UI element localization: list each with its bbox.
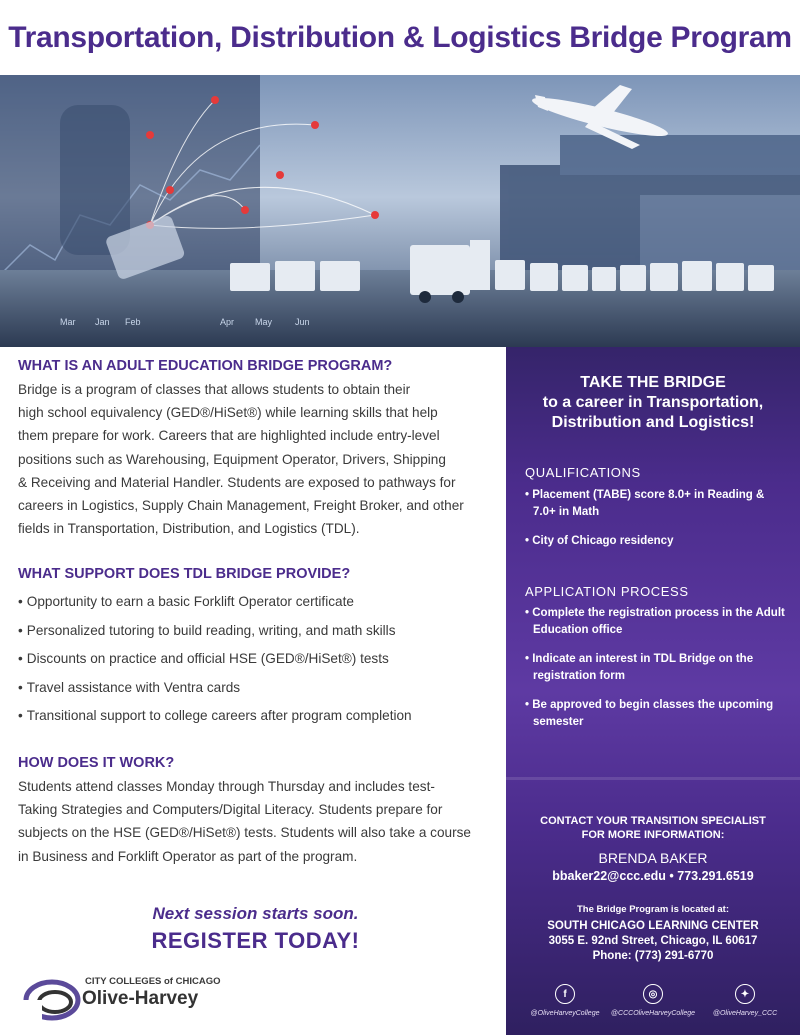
month-label-may: May bbox=[255, 317, 273, 327]
text-line: Taking Strategies and Computers/Digital Literacy. Students prepare for bbox=[18, 802, 443, 818]
social-facebook[interactable] bbox=[516, 984, 614, 1017]
olive-harvey-logo bbox=[22, 972, 302, 1028]
register-today-text: REGISTER TODAY! bbox=[151, 928, 360, 953]
learning-center-address: 3055 E. 92nd Street, Chicago, IL 60617 bbox=[548, 935, 758, 947]
panel-divider bbox=[506, 777, 800, 780]
instagram-icon[interactable]: ◎ bbox=[643, 984, 663, 1004]
list-item: • Travel assistance with Ventra cards bbox=[18, 674, 493, 703]
text-line: in Business and Forklift Operator as part of the program. bbox=[18, 848, 358, 864]
social-instagram[interactable] bbox=[604, 984, 702, 1017]
contact-line: CONTACT YOUR TRANSITION SPECIALIST bbox=[540, 815, 766, 827]
logo-main-text: Olive-Harvey bbox=[82, 988, 199, 1009]
text-line: them prepare for work. Careers that are highlighted include entry-level bbox=[18, 428, 440, 444]
text-line: Students attend classes Monday through Thursday and includes test- bbox=[18, 778, 435, 794]
next-session-text: Next session starts soon. bbox=[152, 904, 359, 923]
bridge-description bbox=[18, 378, 493, 540]
section-heading-bridge: WHAT IS AN ADULT EDUCATION BRIDGE PROGRAM? bbox=[18, 358, 393, 374]
application-heading: APPLICATION PROCESS bbox=[525, 584, 689, 599]
learning-center-phone: Phone: (773) 291-6770 bbox=[592, 950, 714, 962]
contact-heading bbox=[506, 814, 800, 842]
month-label-apr: Apr bbox=[220, 317, 235, 327]
main-content bbox=[18, 358, 493, 868]
take-bridge-subtitle bbox=[506, 393, 800, 433]
contact-line: FOR MORE INFORMATION: bbox=[581, 829, 725, 841]
month-label-feb: Feb bbox=[125, 317, 141, 327]
list-item: • Indicate an interest in TDL Bridge on the registration form bbox=[525, 651, 785, 685]
subtitle-line: Distribution and Logistics! bbox=[551, 414, 755, 431]
month-label-jan: Jan bbox=[95, 317, 110, 327]
sidebar-panel bbox=[506, 347, 800, 1035]
application-list bbox=[525, 605, 785, 743]
list-item: • Complete the registration process in the Adult Education office bbox=[525, 605, 785, 639]
support-list bbox=[18, 588, 493, 731]
text-line: subjects on the HSE (GED®/HiSet®) tests. Students will also take a course bbox=[18, 825, 471, 841]
month-label-mar: Mar bbox=[60, 317, 76, 327]
text-line: careers in Logistics, Supply Chain Management, Freight Broker, and other bbox=[18, 498, 464, 514]
social-handle: @OliveHarveyCollege bbox=[530, 1010, 600, 1017]
social-twitter[interactable] bbox=[696, 984, 794, 1017]
hero-photo bbox=[0, 75, 800, 347]
logo-swoosh-icon bbox=[22, 972, 82, 1028]
list-item: • Opportunity to earn a basic Forklift Operator certificate bbox=[18, 588, 493, 617]
list-item: • City of Chicago residency bbox=[525, 533, 785, 550]
page-title: Transportation, Distribution & Logistics Bridge Program bbox=[8, 20, 792, 54]
subtitle-line: to a career in Transportation, bbox=[542, 394, 764, 411]
list-item: • Placement (TABE) score 8.0+ in Reading & 7.0+ in Math bbox=[525, 487, 785, 521]
text-line: positions such as Warehousing, Equipment Operator, Drivers, Shipping bbox=[18, 451, 446, 467]
text-line: fields in Transportation, Distribution, and Logistics (TDL). bbox=[18, 521, 360, 537]
text-line: & Receiving and Material Handler. Students are exposed to pathways for bbox=[18, 474, 456, 490]
list-item: • Personalized tutoring to build reading, writing, and math skills bbox=[18, 617, 493, 646]
learning-center-name: SOUTH CHICAGO LEARNING CENTER bbox=[547, 920, 759, 932]
how-description bbox=[18, 775, 493, 868]
section-heading-support: WHAT SUPPORT DOES TDL BRIDGE PROVIDE? bbox=[18, 566, 351, 583]
social-handle: @OliveHarvey_CCC bbox=[712, 1010, 778, 1017]
contact-email-phone[interactable]: bbaker22@ccc.edu • 773.291.6519 bbox=[552, 869, 754, 883]
social-handle: @CCCOliveHarveyCollege bbox=[610, 1010, 696, 1017]
logo-top-text: CITY COLLEGES of CHICAGO bbox=[85, 976, 221, 987]
contact-name: BRENDA BAKER bbox=[598, 850, 708, 866]
month-label-jun: Jun bbox=[295, 317, 310, 327]
location-intro: The Bridge Program is located at: bbox=[576, 904, 730, 915]
qualifications-heading: QUALIFICATIONS bbox=[525, 465, 641, 480]
facebook-icon[interactable]: f bbox=[555, 984, 575, 1004]
list-item: • Discounts on practice and official HSE (GED®/HiSet®) tests bbox=[18, 645, 493, 674]
list-item: • Be approved to begin classes the upcoming semester bbox=[525, 697, 785, 731]
qualifications-list bbox=[525, 487, 785, 562]
section-heading-how: HOW DOES IT WORK? bbox=[18, 754, 175, 771]
text-line: high school equivalency (GED®/HiSet®) while learning skills that help bbox=[18, 405, 438, 421]
list-item: • Transitional support to college careers after program completion bbox=[18, 702, 493, 731]
text-line: Bridge is a program of classes that allows students to obtain their bbox=[18, 382, 411, 397]
twitter-icon[interactable]: ✦ bbox=[735, 984, 755, 1004]
take-bridge-title: TAKE THE BRIDGE bbox=[580, 374, 726, 391]
